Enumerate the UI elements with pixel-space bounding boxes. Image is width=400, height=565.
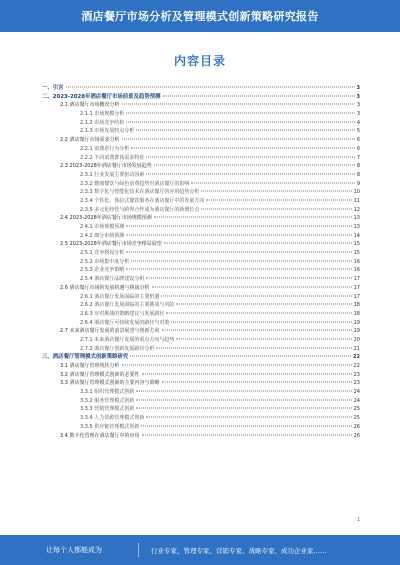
toc-leader-dots bbox=[176, 304, 351, 305]
toc-entry-title: 2.5.1 竞争格局分析 bbox=[80, 250, 125, 257]
toc-leader-dots bbox=[146, 417, 351, 418]
toc-leader-dots bbox=[154, 217, 352, 218]
toc-entry-page: 18 bbox=[353, 310, 360, 317]
toc-entry-title: 2.3.4 个性化、体验式餐饮服务在酒店餐厅中的发展方向 bbox=[80, 197, 205, 204]
toc-entry-title: 2.4.2 细分市场预测 bbox=[80, 232, 125, 239]
toc-entry[interactable] bbox=[42, 319, 360, 328]
toc-entry-title: 2.7 未来酒店餐厅发展的前景展望与创新方向 bbox=[60, 328, 160, 335]
toc-leader-dots bbox=[176, 338, 351, 339]
toc-entry-page: 26 bbox=[353, 423, 360, 430]
toc-entry-title: 3.1 酒店餐厅管理现状分析 bbox=[60, 363, 120, 369]
toc-entry-title: 2.3.1 行业发展主要驱动因素 bbox=[80, 171, 145, 178]
toc-entry-title: 2.1.1 市场规模分析 bbox=[80, 111, 125, 118]
toc-leader-dots bbox=[126, 226, 351, 227]
toc-entry[interactable] bbox=[42, 154, 360, 163]
toc-entry-page: 24 bbox=[353, 389, 360, 396]
toc-leader-dots bbox=[201, 208, 351, 209]
toc-entry-page: 15 bbox=[353, 250, 360, 257]
toc-leader-dots bbox=[126, 121, 355, 122]
page-number: 1 bbox=[356, 517, 360, 523]
toc-entry-page: 25 bbox=[353, 415, 360, 422]
toc-entry[interactable] bbox=[42, 345, 360, 354]
toc-entry-page: 19 bbox=[353, 328, 360, 335]
toc-entry-page: 17 bbox=[353, 293, 360, 300]
toc-entry-title: 2.4 2023-2028年酒店餐厅市场规模预测 bbox=[60, 215, 152, 222]
toc-leader-dots bbox=[146, 278, 351, 279]
toc-entry-title: 2.2 酒店餐厅市场需求分析 bbox=[60, 137, 120, 144]
report-title: 酒店餐厅市场分析及管理模式创新策略研究报告 bbox=[81, 10, 319, 23]
toc-leader-dots bbox=[122, 365, 352, 366]
toc-leader-dots bbox=[146, 156, 354, 157]
toc-entry-page: 21 bbox=[353, 345, 360, 352]
toc-entry-title: 2.2.1 消费者行为分析 bbox=[80, 145, 130, 152]
toc-entry[interactable] bbox=[42, 249, 360, 258]
toc-entry-title: 三、酒店餐厅管理模式创新策略研究 bbox=[42, 354, 129, 361]
toc-entry[interactable] bbox=[42, 397, 360, 406]
toc-entry[interactable] bbox=[42, 171, 360, 180]
toc-leader-dots bbox=[146, 173, 354, 174]
toc-entry-page: 16 bbox=[353, 258, 360, 265]
toc-entry-page: 13 bbox=[353, 224, 360, 230]
toc-entry-title: 2.3 2023-2028年酒店餐厅市场发展趋势 bbox=[60, 163, 152, 170]
toc-entry-title: 2.2.2 不同消费群体需求特征 bbox=[80, 154, 145, 161]
toc-leader-dots bbox=[122, 139, 355, 140]
toc-entry-title: 2.5.3 企业竞争策略 bbox=[80, 267, 125, 274]
toc-entry-title: 2.6.1 酒店餐厅发展面临的主要机遇 bbox=[80, 293, 160, 300]
toc-leader-dots bbox=[154, 165, 355, 166]
toc-entry-page: 16 bbox=[353, 267, 360, 274]
toc-entry[interactable] bbox=[42, 84, 360, 93]
toc-leader-dots bbox=[161, 295, 351, 296]
toc-leader-dots bbox=[130, 356, 351, 357]
toc-entry-title: 2.3.2 健康餐饮与绿色消费趋势对酒店餐厅的影响 bbox=[80, 180, 190, 187]
toc-entry-page: 24 bbox=[353, 397, 360, 404]
toc-entry[interactable] bbox=[42, 275, 360, 284]
toc-entry[interactable] bbox=[42, 162, 360, 171]
toc-entry[interactable] bbox=[42, 414, 360, 423]
toc-entry-title: 3.3.4 人力资源管理模式创新 bbox=[80, 415, 145, 422]
toc-leader-dots bbox=[141, 425, 351, 426]
toc-entry-title: 2.1 酒店餐厅市场概况分析 bbox=[60, 102, 120, 109]
toc-entry[interactable] bbox=[42, 110, 360, 119]
toc-entry[interactable] bbox=[42, 101, 360, 110]
toc-entry[interactable] bbox=[42, 432, 360, 441]
toc-entry-page: 12 bbox=[353, 206, 360, 213]
toc-entry[interactable] bbox=[42, 93, 360, 102]
toc-entry-page: 6 bbox=[356, 145, 360, 152]
toc-leader-dots bbox=[136, 399, 351, 400]
toc-leader-dots bbox=[163, 95, 355, 96]
page-title: 内容目录 bbox=[173, 54, 226, 68]
toc-entry-page: 9 bbox=[356, 180, 360, 187]
toc-leader-dots bbox=[136, 130, 355, 131]
toc-entry-page: 3 bbox=[356, 111, 360, 118]
toc-entry[interactable] bbox=[42, 223, 360, 232]
toc-leader-dots bbox=[152, 286, 352, 287]
toc-entry[interactable] bbox=[42, 336, 360, 345]
toc-entry[interactable] bbox=[42, 405, 360, 414]
toc-entry-page: 25 bbox=[353, 406, 360, 413]
toc-entry-page: 3 bbox=[356, 93, 360, 100]
toc-entry-title: 2.5.4 酒店餐厅品牌建设分析 bbox=[80, 276, 145, 283]
toc-entry-title: 3.2 酒店餐厅管理模式创新的必要性 bbox=[60, 371, 140, 378]
toc-entry[interactable] bbox=[42, 188, 360, 197]
toc-entry[interactable] bbox=[42, 293, 360, 302]
toc-entry-title: 2.5 2023-2028年酒店餐厅市场竞争格局展望 bbox=[60, 241, 162, 248]
toc-entry-title: 2.6.3 应对挑战的策略建议与发展路径 bbox=[80, 310, 165, 317]
toc-entry-title: 2.6.4 酒店餐厅可持续发展的路径与对策 bbox=[80, 319, 170, 326]
toc-entry-title: 2.6 酒店餐厅市场的发展机遇与挑战分析 bbox=[60, 284, 150, 291]
toc-entry-page: 20 bbox=[353, 336, 360, 343]
toc-entry-page: 8 bbox=[356, 163, 360, 170]
toc-entry-page: 14 bbox=[353, 232, 360, 239]
toc-entry[interactable] bbox=[42, 240, 360, 249]
toc-entry-page: 26 bbox=[353, 432, 360, 439]
toc-leader-dots bbox=[131, 260, 351, 261]
toc-entry[interactable] bbox=[42, 232, 360, 241]
toc-entry-page: 15 bbox=[353, 241, 360, 248]
toc-entry-page: 7 bbox=[356, 154, 360, 161]
toc-entry-page: 18 bbox=[353, 302, 360, 309]
toc-entry-title: 2.7.2 酒店餐厅创新发展路径分析 bbox=[80, 345, 155, 352]
toc-entry-title: 3.3.2 服务管理模式创新 bbox=[80, 397, 135, 404]
toc-entry-page: 22 bbox=[353, 363, 360, 369]
toc-entry-page: 23 bbox=[353, 380, 360, 387]
toc-entry-title: 2.1.2 市场竞争结构 bbox=[80, 119, 125, 126]
toc-entry-title: 3.3 酒店餐厅管理模式创新的主要内容与策略 bbox=[60, 380, 160, 387]
toc-entry-title: 二、2023-2028年酒店餐厅市场前景及趋势预测 bbox=[42, 93, 161, 100]
toc-entry[interactable] bbox=[42, 206, 360, 215]
toc-leader-dots bbox=[166, 312, 351, 313]
toc-leader-dots bbox=[162, 330, 352, 331]
toc-entry-page: 17 bbox=[353, 276, 360, 283]
toc-entry[interactable] bbox=[42, 327, 360, 336]
toc-leader-dots bbox=[162, 382, 352, 383]
toc-entry[interactable] bbox=[42, 423, 360, 432]
toc-entry[interactable] bbox=[42, 214, 360, 223]
footer-banner bbox=[0, 535, 400, 565]
toc-entry[interactable] bbox=[42, 284, 360, 293]
toc-entry-title: 3.4 数字化管理在酒店餐厅中的应用 bbox=[60, 432, 140, 439]
toc-entry[interactable] bbox=[42, 145, 360, 154]
toc-entry-title: 2.1.3 市场发展特点分析 bbox=[80, 128, 135, 135]
toc-leader-dots bbox=[131, 147, 355, 148]
toc-leader-dots bbox=[201, 191, 351, 192]
toc-entry[interactable] bbox=[42, 127, 360, 136]
toc-entry-page: 3 bbox=[356, 85, 360, 91]
toc-leader-dots bbox=[126, 252, 351, 253]
toc-entry[interactable] bbox=[42, 266, 360, 275]
toc-entry[interactable] bbox=[42, 197, 360, 206]
toc-entry-page: 4 bbox=[356, 119, 360, 126]
toc-leader-dots bbox=[164, 243, 352, 244]
toc-leader-dots bbox=[191, 182, 354, 183]
table-of-contents bbox=[42, 84, 360, 510]
toc-leader-dots bbox=[142, 434, 352, 435]
toc-entry-page: 10 bbox=[353, 189, 360, 196]
toc-entry-title: 2.3.5 多元化经营与跨界合作成为酒店餐厅的新增长点 bbox=[80, 206, 200, 213]
toc-entry[interactable] bbox=[42, 353, 360, 362]
toc-entry-title: 2.7.1 未来酒店餐厅发展的重点方向与趋势 bbox=[80, 336, 175, 343]
toc-entry-title: 2.3.3 数字化与智能化技术在酒店餐厅的应用趋势分析 bbox=[80, 189, 200, 196]
footer-divider bbox=[138, 543, 139, 557]
toc-entry-page: 11 bbox=[353, 197, 360, 204]
toc-entry-title: 2.4.1 市场规模预测 bbox=[80, 224, 125, 230]
footer-slogan: 让每个人都能成为 bbox=[46, 546, 102, 554]
toc-entry[interactable] bbox=[42, 301, 360, 310]
toc-entry[interactable] bbox=[42, 136, 360, 145]
toc-entry[interactable] bbox=[42, 310, 360, 319]
toc-leader-dots bbox=[156, 347, 351, 348]
toc-leader-dots bbox=[142, 373, 352, 374]
toc-entry-title: 3.3.3 营销管理模式创新 bbox=[80, 406, 135, 413]
toc-entry-page: 19 bbox=[353, 319, 360, 326]
toc-entry-page: 17 bbox=[353, 284, 360, 291]
footer-tagline: 行业专家、管理专家、营销专家、战略专家、成功企业家…… bbox=[151, 546, 327, 555]
toc-leader-dots bbox=[136, 391, 351, 392]
toc-entry-page: 23 bbox=[353, 371, 360, 378]
toc-entry[interactable] bbox=[42, 371, 360, 380]
toc-entry-title: 3.3.1 组织管理模式创新 bbox=[80, 389, 135, 396]
toc-leader-dots bbox=[126, 269, 351, 270]
toc-entry-title: 3.3.5 供应链管理模式创新 bbox=[80, 423, 140, 430]
toc-entry[interactable] bbox=[42, 180, 360, 189]
toc-entry-page: 22 bbox=[353, 354, 360, 361]
toc-leader-dots bbox=[171, 321, 351, 322]
toc-entry-page: 6 bbox=[356, 137, 360, 144]
toc-entry-title: 2.5.2 市场集中度分析 bbox=[80, 258, 130, 265]
toc-leader-dots bbox=[66, 87, 355, 88]
toc-entry[interactable] bbox=[42, 379, 360, 388]
toc-leader-dots bbox=[126, 113, 355, 114]
toc-entry[interactable] bbox=[42, 258, 360, 267]
toc-entry[interactable] bbox=[42, 119, 360, 128]
toc-entry-title: 2.6.2 酒店餐厅发展面临的主要挑战与风险 bbox=[80, 302, 175, 309]
toc-entry[interactable] bbox=[42, 388, 360, 397]
toc-leader-dots bbox=[206, 199, 351, 200]
toc-entry-title: 一、引言 bbox=[42, 85, 64, 91]
toc-leader-dots bbox=[136, 408, 351, 409]
toc-entry-page: 3 bbox=[356, 102, 360, 109]
toc-entry-page: 5 bbox=[356, 128, 360, 135]
header-banner bbox=[0, 0, 400, 32]
toc-leader-dots bbox=[122, 104, 355, 105]
toc-entry-page: 8 bbox=[356, 171, 360, 178]
toc-entry[interactable] bbox=[42, 362, 360, 371]
toc-leader-dots bbox=[126, 234, 351, 235]
toc-entry-page: 13 bbox=[353, 215, 360, 222]
